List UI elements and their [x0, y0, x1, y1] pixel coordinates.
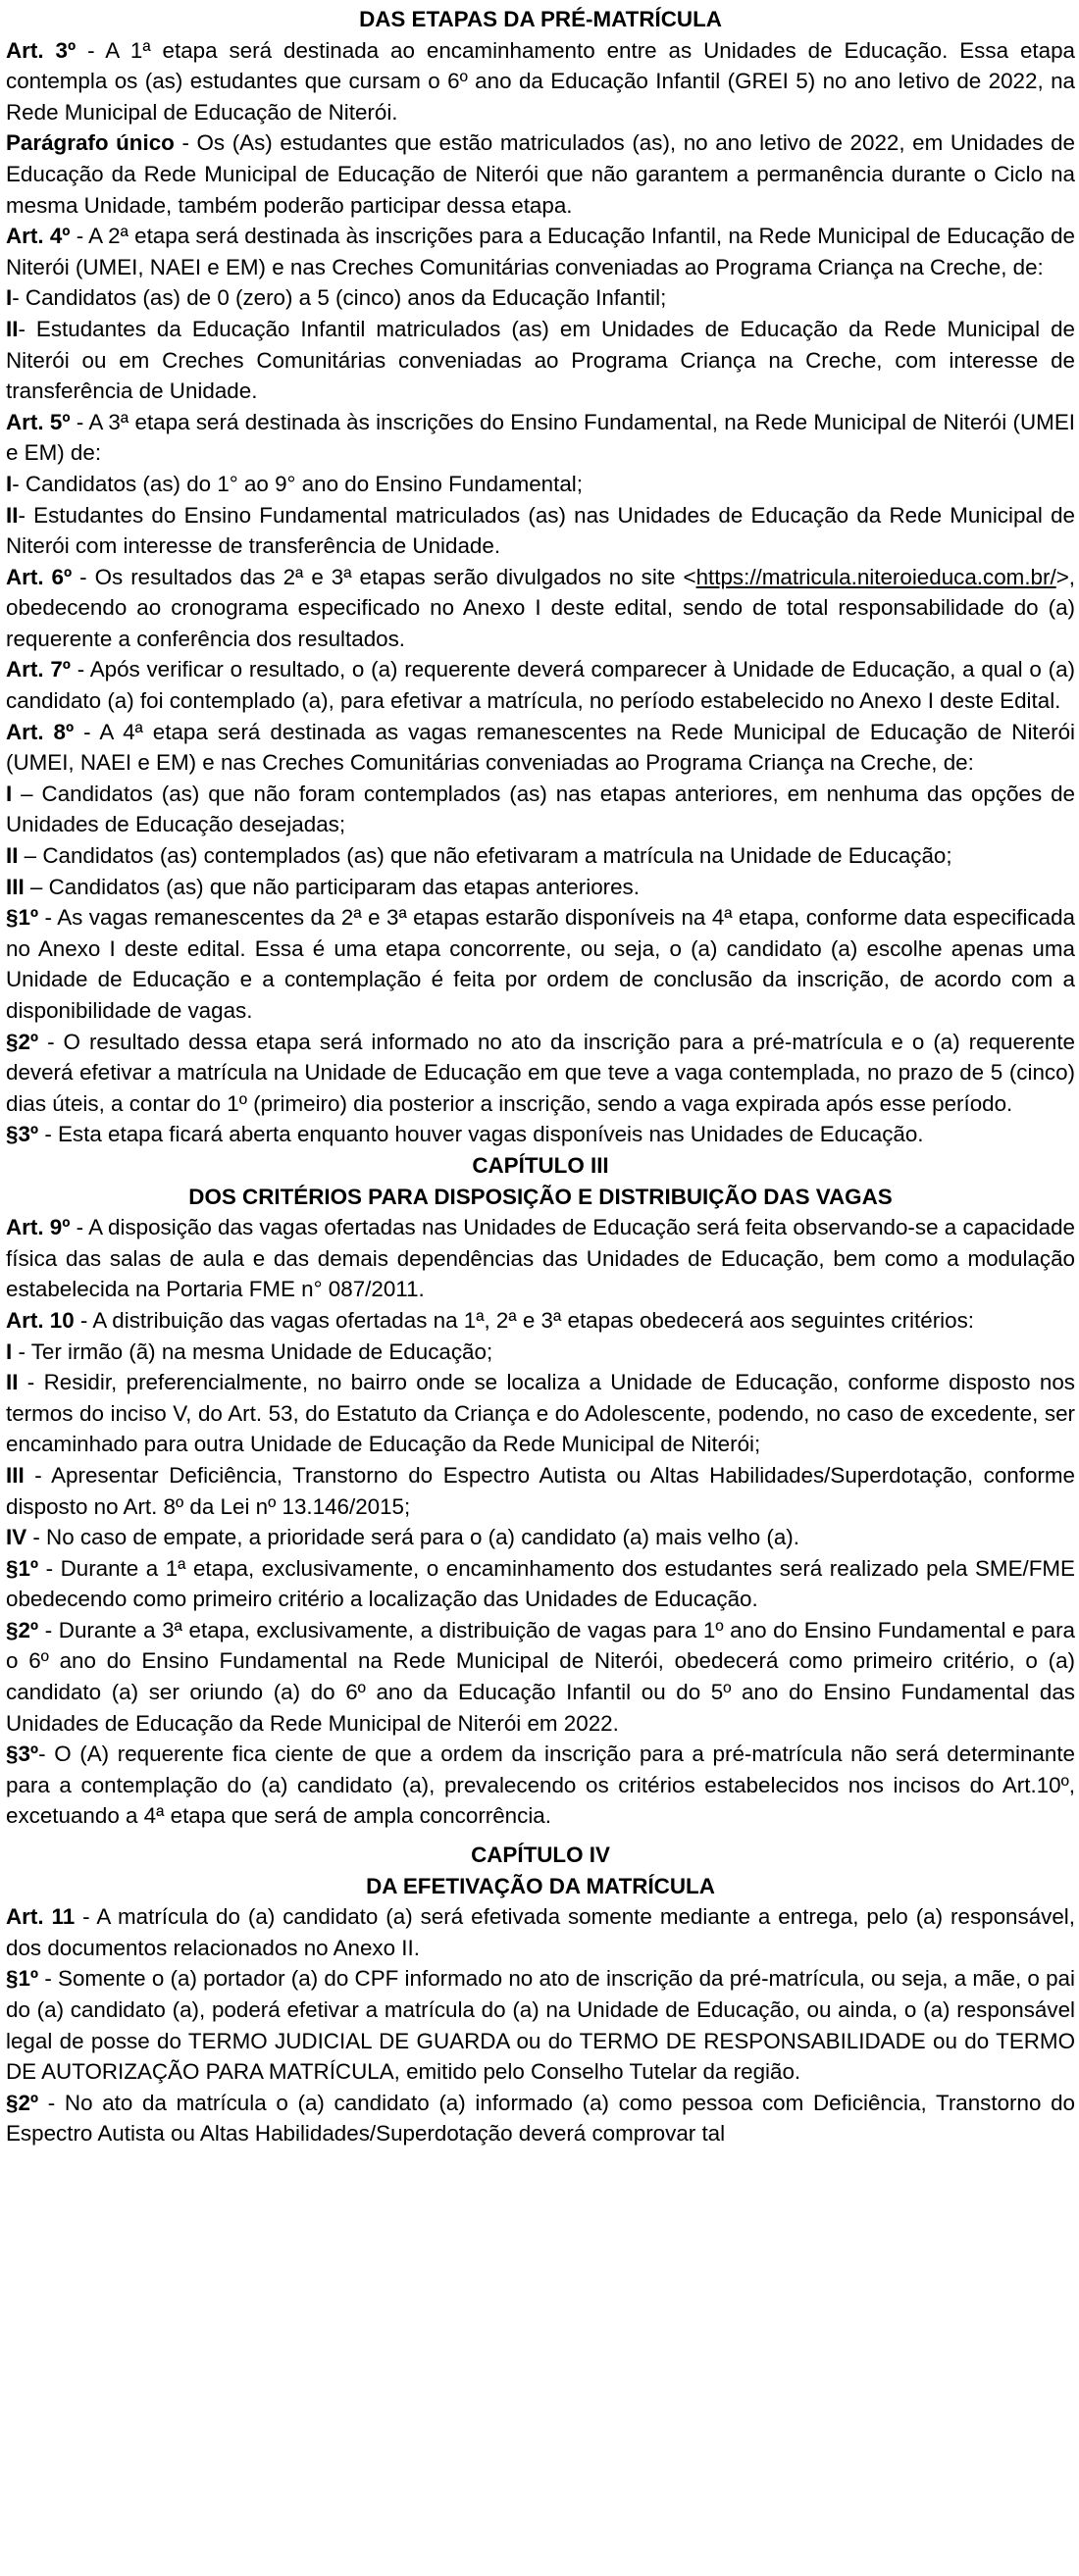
paragraph: [6, 1460, 1075, 1522]
paragraph: [6, 1963, 1075, 2087]
section-title: DAS ETAPAS DA PRÉ-MATRÍCULA: [359, 7, 722, 31]
paragraph: [6, 314, 1075, 407]
paragraph-text: - Estudantes do Ensino Fundamental matriculados (as) nas Unidades de Educação da Rede Municipal de Niterói com interesse de transferência de Unidade.: [6, 502, 1075, 559]
paragraph-lead: IV: [6, 1525, 27, 1550]
paragraph-lead: Art. 4º: [6, 224, 71, 249]
matricula-link[interactable]: https://matricula.niteroieduca.com.br/: [695, 564, 1056, 589]
paragraph-text: - A disposição das vagas ofertadas nas Unidades de Educação será feita observando-se a capacidade física das salas de aula e das demais dependências das Unidades de Educação, bem como a modulação estabelecida na Portaria FME n° 087/2011.: [6, 1215, 1075, 1302]
paragraph-text: - Os (As) estudantes que estão matriculados (as), no ano letivo de 2022, em Unidades de Educação da Rede Municipal de Educação de Niterói que não garantem a permanência durante o Ciclo na mesma Unidade, também poderão participar dessa etapa.: [6, 130, 1075, 218]
paragraph: [6, 902, 1075, 1026]
paragraph-lead: II: [6, 843, 19, 869]
paragraph-text: - Candidatos (as) de 0 (zero) a 5 (cinco) anos da Educação Infantil;: [12, 285, 667, 311]
paragraph-text: – Candidatos (as) contemplados (as) que não efetivaram a matrícula na Unidade de Educação;: [18, 843, 952, 869]
paragraph-text: - A distribuição das vagas ofertadas na 1ª, 2ª e 3ª etapas obedecerá aos seguintes critérios:: [74, 1307, 974, 1333]
paragraph: [6, 872, 1075, 903]
paragraph-text: - Ter irmão (ã) na mesma Unidade de Educação;: [12, 1339, 493, 1364]
paragraph-lead: §2º: [6, 1029, 39, 1054]
paragraph-lead: III: [6, 874, 25, 899]
paragraph: [6, 1027, 1075, 1120]
paragraph-text: - O resultado dessa etapa será informado no ato da inscrição para a pré-matrícula e o (a) requerente deverá efetivar a matrícula na Unidade de Educação em que teve a vaga contemplada, no prazo de 5 (cinco) dias úteis, a contar do 1º (primeiro) dia posterior a inscrição, sendo a vaga expirada após esse período.: [6, 1029, 1075, 1116]
art6-lead: Art. 6º: [6, 564, 73, 589]
paragraph: [6, 840, 1075, 872]
paragraph-text: - Após verificar o resultado, o (a) requerente deverá comparecer à Unidade de Educação, a qual o (a) candidato (a) foi contemplado (a), para efetivar a matrícula, no período estabelecido no Anexo I deste Edital.: [6, 657, 1075, 714]
art6-text-after: >, obedecendo ao cronograma especificado no Anexo I deste edital, sendo de total responsabilidade do (a) requerente a conferência dos resultados.: [6, 564, 1075, 651]
paragraph: [6, 1337, 1075, 1368]
paragraph-lead: Art. 11: [6, 1904, 76, 1930]
paragraph-text: - O (A) requerente fica ciente de que a ordem da inscrição para a pré-matrícula não será determinante para a contemplação do (a) candidato (a), prevalecendo os critérios estabelecidos nos incisos do Art.10º, excetuando a 4ª etapa que será de ampla concorrência.: [6, 1742, 1075, 1829]
paragraph-lead: §3º: [6, 1742, 39, 1767]
chapter3-title: CAPÍTULO III: [472, 1152, 609, 1178]
paragraph: [6, 1615, 1075, 1739]
paragraph-text: - Somente o (a) portador (a) do CPF informado no ato de inscrição da pré-matrícula, ou seja, a mãe, o pai do (a) candidato (a), poderá efetivar a matrícula do (a) na Unidade de Educação, ou ainda, o (a) responsável legal de posse do TERMO JUDICIAL DE GUARDA ou do TERMO DE RESPONSABILIDADE ou do TERMO DE AUTORIZAÇÃO PARA MATRÍCULA, emitido pelo Conselho Tutelar da região.: [6, 1966, 1075, 2085]
paragraphs-part2: [6, 654, 1075, 1150]
paragraph-text: - Candidatos (as) do 1° ao 9° ano do Ensino Fundamental;: [12, 471, 583, 496]
paragraph-lead: III: [6, 1462, 25, 1488]
paragraph: [6, 407, 1075, 469]
paragraph-text: – Candidatos (as) que não foram contemplados (as) nas etapas anteriores, em nenhuma das opções de Unidades de Educação desejadas;: [6, 781, 1075, 837]
paragraph-lead: II: [6, 316, 19, 341]
paragraph-lead: §2º: [6, 1617, 39, 1642]
paragraph: [6, 1522, 1075, 1553]
paragraph: [6, 221, 1075, 282]
paragraph-text: - A 3ª etapa será destinada às inscrições do Ensino Fundamental, na Rede Municipal de Niterói (UMEI e EM) de:: [6, 409, 1075, 466]
paragraph-text: - Apresentar Deficiência, Transtorno do Espectro Autista ou Altas Habilidades/Superdotação, conforme disposto no Art. 8º da Lei nº 13.146/2015;: [6, 1462, 1075, 1519]
spacer: [6, 1832, 1075, 1840]
paragraph-lead: §1º: [6, 905, 39, 931]
paragraph: [6, 1739, 1075, 1832]
paragraph-lead: Art. 7º: [6, 657, 71, 682]
paragraph: [6, 1901, 1075, 1963]
paragraph-text: - A matrícula do (a) candidato (a) será efetivada somente mediante a entrega, pelo (a) responsável, dos documentos relacionados no Anexo II.: [6, 1904, 1075, 1960]
paragraph-text: - No caso de empate, a prioridade será para o (a) candidato (a) mais velho (a).: [26, 1525, 799, 1550]
chapter4-title: CAPÍTULO IV: [471, 1843, 610, 1868]
paragraph: [6, 469, 1075, 500]
paragraph-text: - Durante a 1ª etapa, exclusivamente, o encaminhamento dos estudantes será realizado pela SME/FME obedecendo como primeiro critério a localização das Unidades de Educação.: [6, 1555, 1075, 1612]
paragraph-lead: I: [6, 781, 13, 806]
paragraph-lead: Art. 8º: [6, 719, 75, 744]
paragraph-text: – Candidatos (as) que não participaram das etapas anteriores.: [24, 874, 640, 899]
paragraph-lead: I: [6, 1339, 13, 1364]
paragraph-lead: §1º: [6, 1966, 39, 1992]
paragraphs-part4: [6, 1901, 1075, 2149]
paragraph-text: - As vagas remanescentes da 2ª e 3ª etapas estarão disponíveis na 4ª etapa, conforme data especificada no Anexo I deste edital. Essa é uma etapa concorrente, ou seja, o (a) candidato (a) escolhe apenas uma Unidade de Educação e a contemplação é feita por ordem de conclusão da inscrição, de acordo com a disponibilidade de vagas.: [6, 905, 1075, 1023]
paragraph: [6, 1367, 1075, 1460]
paragraph-text: - A 4ª etapa será destinada as vagas remanescentes na Rede Municipal de Educação de Niterói (UMEI, NAEI e EM) e nas Creches Comunitárias conveniadas ao Programa Criança na Creche, de:: [6, 719, 1075, 776]
chapter4-subtitle: DA EFETIVAÇÃO DA MATRÍCULA: [366, 1873, 715, 1898]
paragraphs-part1: [6, 35, 1075, 562]
paragraph-lead: I: [6, 285, 13, 311]
paragraph-text: - Esta etapa ficará aberta enquanto houver vagas disponíveis nas Unidades de Educação.: [38, 1122, 924, 1147]
paragraph: [6, 127, 1075, 221]
art6-paragraph: [6, 562, 1075, 655]
paragraph: [6, 2088, 1075, 2149]
paragraph-lead: I: [6, 471, 13, 496]
paragraph-lead: Art. 5º: [6, 409, 71, 434]
paragraph: [6, 282, 1075, 314]
paragraph-text: - Residir, preferencialmente, no bairro onde se localiza a Unidade de Educação, conforme disposto nos termos do inciso V, do Art. 53, do Estatuto da Criança e do Adolescente, podendo, no caso de excedente, ser encaminhado para outra Unidade de Educação da Rede Municipal de Niterói;: [6, 1370, 1075, 1457]
paragraph-lead: Parágrafo único: [6, 130, 175, 156]
chapter3-subtitle: DOS CRITÉRIOS PARA DISPOSIÇÃO E DISTRIBUIÇÃO DAS VAGAS: [188, 1184, 893, 1209]
paragraph-lead: §3º: [6, 1122, 39, 1147]
paragraph-text: - A 1ª etapa será destinada ao encaminhamento entre as Unidades de Educação. Essa etapa contempla os (as) estudantes que cursam o 6º ano da Educação Infantil (GREI 5) no ano letivo de 2022, na Rede Municipal de Educação de Niterói.: [6, 37, 1075, 125]
paragraph: [6, 1305, 1075, 1337]
paragraph: [6, 1119, 1075, 1150]
paragraph: [6, 654, 1075, 716]
paragraph-text: - No ato da matrícula o (a) candidato (a) informado (a) como pessoa com Deficiência, Transtorno do Espectro Autista ou Altas Habilidades/Superdotação deverá comprovar tal: [6, 2090, 1075, 2147]
paragraph-lead: §1º: [6, 1555, 39, 1581]
paragraph: [6, 500, 1075, 562]
paragraph: [6, 35, 1075, 128]
paragraph-lead: II: [6, 1370, 19, 1395]
paragraph-text: - A 2ª etapa será destinada às inscrições para a Educação Infantil, na Rede Municipal de Educação de Niterói (UMEI, NAEI e EM) e nas Creches Comunitárias conveniadas ao Programa Criança na Creche, de:: [6, 224, 1075, 279]
art6-text-before: - Os resultados das 2ª e 3ª etapas serão divulgados no site <: [72, 564, 696, 589]
paragraph-lead: §2º: [6, 2090, 39, 2115]
paragraph-lead: Art. 3º: [6, 37, 77, 63]
paragraph: [6, 1212, 1075, 1305]
paragraph-lead: Art. 10: [6, 1307, 75, 1333]
paragraph-lead: Art. 9º: [6, 1215, 71, 1240]
paragraph-lead: II: [6, 502, 19, 528]
paragraph: [6, 1553, 1075, 1615]
paragraph-text: - Estudantes da Educação Infantil matriculados (as) em Unidades de Educação da Rede Municipal de Niterói ou em Creches Comunitárias conveniadas ao Programa Criança na Creche, com interesse de transferência de Unidade.: [6, 316, 1075, 404]
paragraph: [6, 779, 1075, 840]
paragraph: [6, 717, 1075, 779]
paragraphs-part3: [6, 1212, 1075, 1832]
paragraph-text: - Durante a 3ª etapa, exclusivamente, a distribuição de vagas para 1º ano do Ensino Fundamental e para o 6º ano do Ensino Fundamental na Rede Municipal de Niterói, obedecerá como primeiro critério, o (a) candidato (a) ser oriundo (a) do 6º ano da Educação Infantil ou do 5º ano do Ensino Fundamental das Unidades de Educação da Rede Municipal de Niterói em 2022.: [6, 1617, 1075, 1736]
